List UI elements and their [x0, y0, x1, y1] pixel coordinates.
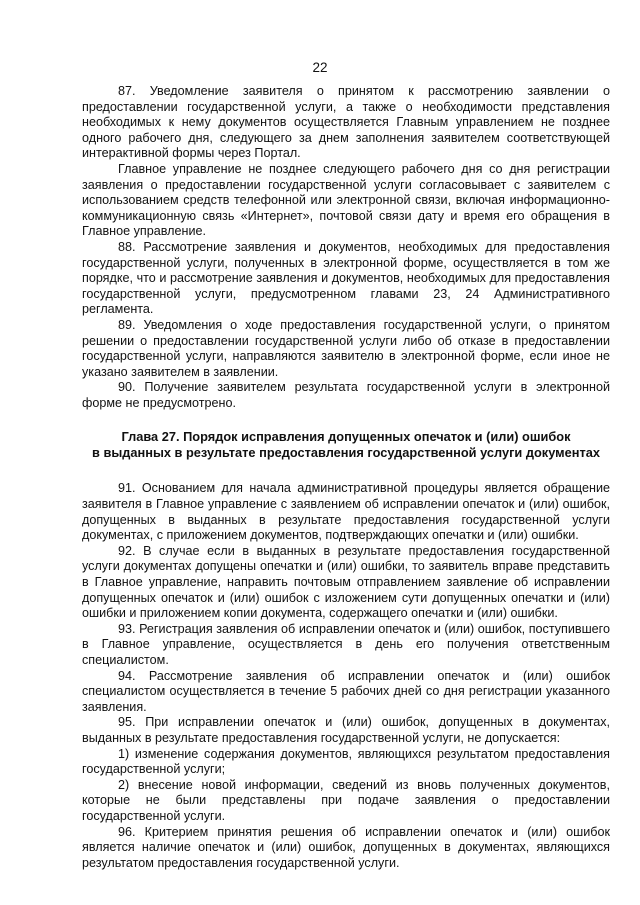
chapter-heading-line-1: Глава 27. Порядок исправления допущенных опечаток и (или) ошибок [121, 429, 571, 445]
paragraph-87-continued: Главное управление не позднее следующего рабочего дня со дня регистрации заявления о предоставлении государственной услуги согласовывает с заявителем с использованием средств телефонной или электронной связи, включая информационно-коммуникационную связь «Интернет», почтовой связи дату и время его обращения в Главное управление. [82, 161, 610, 239]
chapter-heading-line-2: в выданных в результате предоставления государственной услуги документах [92, 445, 600, 461]
paragraph-94: 94. Рассмотрение заявления об исправлении опечаток и (или) ошибок специалистом осуществляется в течение 5 рабочих дней со дня регистрации указанного заявления. [82, 668, 610, 714]
paragraph-95: 95. При исправлении опечаток и (или) ошибок, допущенных в документах, выданных в результате предоставления государственной услуги, не допускается: [82, 715, 610, 745]
paragraph-92: 92. В случае если в выданных в результате предоставления государственной услуги документах допущены опечатки и (или) ошибки, то заявитель вправе представить в Главное управление, направить почтовым отправлением заявление об исправлении допущенных опечаток и (или) ошибок с изложением сути допущенных опечатки и (или) ошибки и приложением копии документа, содержащего опечатки и (или) ошибки. [82, 543, 610, 621]
paragraph-95-item-2: 2) внесение новой информации, сведений из вновь полученных документов, которые не были представлены при подаче заявления о предоставлении государственной услуги. [82, 777, 610, 823]
paragraph-90: 90. Получение заявителем результата государственной услуги в электронной форме не предусмотрено. [82, 380, 610, 410]
chapter-heading [82, 429, 610, 461]
paragraph-96: 96. Критерием принятия решения об исправлении опечаток и (или) ошибок является наличие опечаток и (или) ошибок, допущенных в документах, являющихся результатом предоставления государственной услуги. [82, 824, 610, 870]
paragraph-91: 91. Основанием для начала административной процедуры является обращение заявителя в Главное управление с заявлением об исправлении опечаток и (или) ошибок, допущенных в выданных в результате предоставления государственной услуги документах, с приложением документов, подтверждающих опечатки и (или) ошибки. [82, 481, 610, 543]
paragraph-93: 93. Регистрация заявления об исправлении опечаток и (или) ошибок, поступившего в Главное управление, осуществляется в день его получения ответственным специалистом. [82, 621, 610, 667]
paragraph-95-item-1: 1) изменение содержания документов, являющихся результатом предоставления государственной услуги; [82, 746, 610, 777]
paragraph-88: 88. Рассмотрение заявления и документов, необходимых для предоставления государственной услуги, полученных в электронной форме, осуществляется в том же порядке, что и рассмотрение заявления и документов, необходимых для предоставления государственной услуги, предусмотренном главами 23, 24 Административного регламента. [82, 239, 610, 317]
document-body [82, 84, 610, 871]
page-number: 22 [312, 60, 328, 75]
paragraph-87: 87. Уведомление заявителя о принятом к рассмотрению заявлении о предоставлении государственной услуги, а также о необходимости представления необходимых к нему документов осуществляется Главным управлением не позднее одного рабочего дня, следующего за днем заполнения заявителем соответствующей интерактивной формы через Портал. [82, 84, 610, 161]
paragraph-89: 89. Уведомления о ходе предоставления государственной услуги, о принятом решении о предоставлении государственной услуги либо об отказе в предоставлении государственной услуги, направляются заявителю в электронной форме, если иное не указано заявителем в заявлении. [82, 317, 610, 379]
